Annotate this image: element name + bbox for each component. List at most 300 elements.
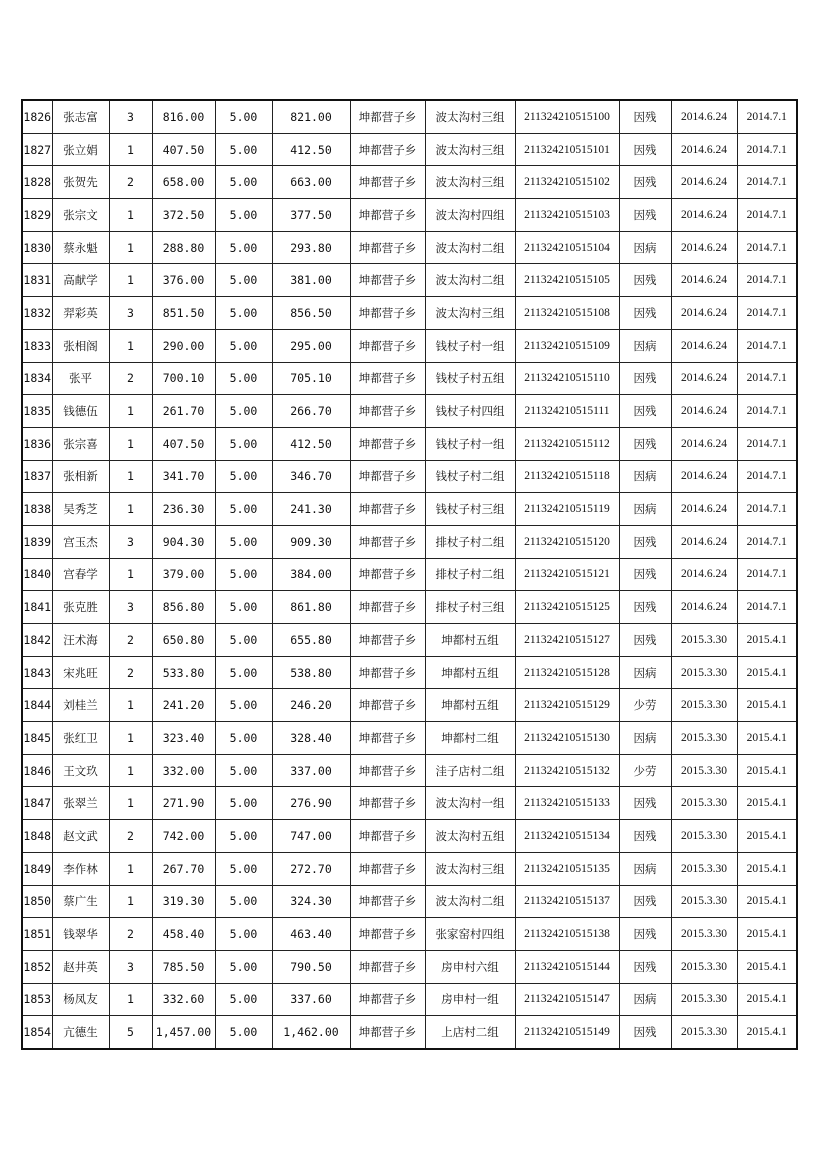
township-cell: 坤都营子乡 <box>350 1016 425 1049</box>
table-row <box>22 754 797 787</box>
table-row <box>22 100 797 133</box>
start-date-cell: 2015.4.1 <box>737 754 797 787</box>
row-number-cell: 1834 <box>22 362 52 395</box>
household-count-cell: 1 <box>109 199 152 232</box>
township-cell: 坤都营子乡 <box>350 624 425 657</box>
approval-date-cell: 2015.3.30 <box>671 656 737 689</box>
row-number-cell: 1847 <box>22 787 52 820</box>
person-name-cell: 张相阁 <box>52 329 109 362</box>
village-group-cell: 钱杖子村五组 <box>425 362 515 395</box>
person-name-cell: 赵井英 <box>52 950 109 983</box>
extra-amount-cell: 5.00 <box>215 1016 272 1049</box>
approval-date-cell: 2015.3.30 <box>671 852 737 885</box>
household-count-cell: 5 <box>109 1016 152 1049</box>
start-date-cell: 2015.4.1 <box>737 689 797 722</box>
township-cell: 坤都营子乡 <box>350 297 425 330</box>
household-count-cell: 2 <box>109 820 152 853</box>
reason-cell: 因残 <box>619 950 671 983</box>
amount-cell: 290.00 <box>152 329 215 362</box>
data-table <box>21 99 798 1050</box>
approval-date-cell: 2015.3.30 <box>671 950 737 983</box>
township-cell: 坤都营子乡 <box>350 950 425 983</box>
row-number-cell: 1842 <box>22 624 52 657</box>
id-number-cell: 211324210515103 <box>515 199 619 232</box>
village-group-cell: 坤都村五组 <box>425 624 515 657</box>
table-row <box>22 362 797 395</box>
township-cell: 坤都营子乡 <box>350 983 425 1016</box>
start-date-cell: 2014.7.1 <box>737 558 797 591</box>
total-amount-cell: 856.50 <box>272 297 350 330</box>
amount-cell: 241.20 <box>152 689 215 722</box>
village-group-cell: 波太沟村二组 <box>425 885 515 918</box>
start-date-cell: 2014.7.1 <box>737 525 797 558</box>
person-name-cell: 张贺先 <box>52 166 109 199</box>
person-name-cell: 刘桂兰 <box>52 689 109 722</box>
township-cell: 坤都营子乡 <box>350 231 425 264</box>
village-group-cell: 钱杖子村一组 <box>425 427 515 460</box>
start-date-cell: 2014.7.1 <box>737 166 797 199</box>
total-amount-cell: 909.30 <box>272 525 350 558</box>
person-name-cell: 蔡永魁 <box>52 231 109 264</box>
approval-date-cell: 2015.3.30 <box>671 983 737 1016</box>
person-name-cell: 张红卫 <box>52 722 109 755</box>
township-cell: 坤都营子乡 <box>350 395 425 428</box>
person-name-cell: 宫春学 <box>52 558 109 591</box>
village-group-cell: 坤都村五组 <box>425 689 515 722</box>
table-row <box>22 624 797 657</box>
reason-cell: 因残 <box>619 787 671 820</box>
person-name-cell: 钱翠华 <box>52 918 109 951</box>
total-amount-cell: 1,462.00 <box>272 1016 350 1049</box>
start-date-cell: 2014.7.1 <box>737 297 797 330</box>
table-row <box>22 689 797 722</box>
amount-cell: 376.00 <box>152 264 215 297</box>
table-row <box>22 395 797 428</box>
person-name-cell: 张翠兰 <box>52 787 109 820</box>
id-number-cell: 211324210515132 <box>515 754 619 787</box>
reason-cell: 因残 <box>619 133 671 166</box>
village-group-cell: 波太沟村三组 <box>425 852 515 885</box>
total-amount-cell: 384.00 <box>272 558 350 591</box>
id-number-cell: 211324210515109 <box>515 329 619 362</box>
approval-date-cell: 2014.6.24 <box>671 493 737 526</box>
table-row <box>22 493 797 526</box>
amount-cell: 341.70 <box>152 460 215 493</box>
township-cell: 坤都营子乡 <box>350 722 425 755</box>
row-number-cell: 1849 <box>22 852 52 885</box>
township-cell: 坤都营子乡 <box>350 754 425 787</box>
amount-cell: 372.50 <box>152 199 215 232</box>
table-row <box>22 166 797 199</box>
extra-amount-cell: 5.00 <box>215 100 272 133</box>
village-group-cell: 排杖子村二组 <box>425 525 515 558</box>
start-date-cell: 2014.7.1 <box>737 493 797 526</box>
row-number-cell: 1829 <box>22 199 52 232</box>
township-cell: 坤都营子乡 <box>350 656 425 689</box>
table-row <box>22 1016 797 1049</box>
household-count-cell: 1 <box>109 885 152 918</box>
household-count-cell: 1 <box>109 754 152 787</box>
approval-date-cell: 2015.3.30 <box>671 885 737 918</box>
row-number-cell: 1848 <box>22 820 52 853</box>
extra-amount-cell: 5.00 <box>215 820 272 853</box>
amount-cell: 904.30 <box>152 525 215 558</box>
table-row <box>22 329 797 362</box>
id-number-cell: 211324210515101 <box>515 133 619 166</box>
row-number-cell: 1843 <box>22 656 52 689</box>
extra-amount-cell: 5.00 <box>215 133 272 166</box>
id-number-cell: 211324210515125 <box>515 591 619 624</box>
village-group-cell: 洼子店村二组 <box>425 754 515 787</box>
total-amount-cell: 337.60 <box>272 983 350 1016</box>
approval-date-cell: 2014.6.24 <box>671 395 737 428</box>
table-row <box>22 983 797 1016</box>
table-row <box>22 297 797 330</box>
id-number-cell: 211324210515127 <box>515 624 619 657</box>
household-count-cell: 1 <box>109 558 152 591</box>
household-count-cell: 1 <box>109 264 152 297</box>
id-number-cell: 211324210515121 <box>515 558 619 591</box>
total-amount-cell: 705.10 <box>272 362 350 395</box>
total-amount-cell: 861.80 <box>272 591 350 624</box>
id-number-cell: 211324210515108 <box>515 297 619 330</box>
total-amount-cell: 337.00 <box>272 754 350 787</box>
township-cell: 坤都营子乡 <box>350 460 425 493</box>
person-name-cell: 杨凤友 <box>52 983 109 1016</box>
extra-amount-cell: 5.00 <box>215 395 272 428</box>
id-number-cell: 211324210515130 <box>515 722 619 755</box>
row-number-cell: 1850 <box>22 885 52 918</box>
township-cell: 坤都营子乡 <box>350 787 425 820</box>
person-name-cell: 亢德生 <box>52 1016 109 1049</box>
approval-date-cell: 2014.6.24 <box>671 362 737 395</box>
approval-date-cell: 2014.6.24 <box>671 329 737 362</box>
id-number-cell: 211324210515138 <box>515 918 619 951</box>
household-count-cell: 2 <box>109 166 152 199</box>
amount-cell: 785.50 <box>152 950 215 983</box>
person-name-cell: 李作林 <box>52 852 109 885</box>
township-cell: 坤都营子乡 <box>350 166 425 199</box>
amount-cell: 379.00 <box>152 558 215 591</box>
township-cell: 坤都营子乡 <box>350 918 425 951</box>
township-cell: 坤都营子乡 <box>350 558 425 591</box>
table-row <box>22 918 797 951</box>
id-number-cell: 211324210515118 <box>515 460 619 493</box>
reason-cell: 因残 <box>619 624 671 657</box>
amount-cell: 856.80 <box>152 591 215 624</box>
row-number-cell: 1831 <box>22 264 52 297</box>
household-count-cell: 1 <box>109 460 152 493</box>
row-number-cell: 1852 <box>22 950 52 983</box>
village-group-cell: 波太沟村四组 <box>425 199 515 232</box>
row-number-cell: 1835 <box>22 395 52 428</box>
table-row <box>22 656 797 689</box>
extra-amount-cell: 5.00 <box>215 722 272 755</box>
start-date-cell: 2015.4.1 <box>737 1016 797 1049</box>
reason-cell: 因残 <box>619 199 671 232</box>
township-cell: 坤都营子乡 <box>350 591 425 624</box>
household-count-cell: 3 <box>109 950 152 983</box>
approval-date-cell: 2014.6.24 <box>671 558 737 591</box>
id-number-cell: 211324210515133 <box>515 787 619 820</box>
row-number-cell: 1845 <box>22 722 52 755</box>
reason-cell: 因残 <box>619 591 671 624</box>
reason-cell: 因病 <box>619 852 671 885</box>
total-amount-cell: 747.00 <box>272 820 350 853</box>
total-amount-cell: 328.40 <box>272 722 350 755</box>
reason-cell: 因残 <box>619 264 671 297</box>
township-cell: 坤都营子乡 <box>350 362 425 395</box>
approval-date-cell: 2014.6.24 <box>671 231 737 264</box>
start-date-cell: 2015.4.1 <box>737 624 797 657</box>
village-group-cell: 房申村六组 <box>425 950 515 983</box>
village-group-cell: 波太沟村三组 <box>425 297 515 330</box>
row-number-cell: 1854 <box>22 1016 52 1049</box>
approval-date-cell: 2014.6.24 <box>671 297 737 330</box>
start-date-cell: 2014.7.1 <box>737 100 797 133</box>
reason-cell: 因病 <box>619 460 671 493</box>
row-number-cell: 1830 <box>22 231 52 264</box>
extra-amount-cell: 5.00 <box>215 624 272 657</box>
amount-cell: 658.00 <box>152 166 215 199</box>
household-count-cell: 1 <box>109 231 152 264</box>
start-date-cell: 2014.7.1 <box>737 591 797 624</box>
total-amount-cell: 821.00 <box>272 100 350 133</box>
township-cell: 坤都营子乡 <box>350 264 425 297</box>
village-group-cell: 房申村一组 <box>425 983 515 1016</box>
amount-cell: 267.70 <box>152 852 215 885</box>
village-group-cell: 钱杖子村二组 <box>425 460 515 493</box>
amount-cell: 271.90 <box>152 787 215 820</box>
total-amount-cell: 241.30 <box>272 493 350 526</box>
extra-amount-cell: 5.00 <box>215 591 272 624</box>
household-count-cell: 1 <box>109 852 152 885</box>
table-row <box>22 264 797 297</box>
approval-date-cell: 2014.6.24 <box>671 264 737 297</box>
table-row <box>22 591 797 624</box>
township-cell: 坤都营子乡 <box>350 852 425 885</box>
household-count-cell: 1 <box>109 395 152 428</box>
start-date-cell: 2015.4.1 <box>737 722 797 755</box>
township-cell: 坤都营子乡 <box>350 199 425 232</box>
amount-cell: 533.80 <box>152 656 215 689</box>
extra-amount-cell: 5.00 <box>215 297 272 330</box>
row-number-cell: 1837 <box>22 460 52 493</box>
total-amount-cell: 463.40 <box>272 918 350 951</box>
start-date-cell: 2015.4.1 <box>737 852 797 885</box>
row-number-cell: 1851 <box>22 918 52 951</box>
start-date-cell: 2014.7.1 <box>737 362 797 395</box>
reason-cell: 少劳 <box>619 754 671 787</box>
total-amount-cell: 272.70 <box>272 852 350 885</box>
table-row <box>22 787 797 820</box>
extra-amount-cell: 5.00 <box>215 950 272 983</box>
village-group-cell: 波太沟村五组 <box>425 820 515 853</box>
person-name-cell: 张志富 <box>52 100 109 133</box>
id-number-cell: 211324210515119 <box>515 493 619 526</box>
approval-date-cell: 2015.3.30 <box>671 754 737 787</box>
person-name-cell: 高献学 <box>52 264 109 297</box>
id-number-cell: 211324210515100 <box>515 100 619 133</box>
extra-amount-cell: 5.00 <box>215 231 272 264</box>
person-name-cell: 张相新 <box>52 460 109 493</box>
township-cell: 坤都营子乡 <box>350 689 425 722</box>
total-amount-cell: 295.00 <box>272 329 350 362</box>
household-count-cell: 1 <box>109 722 152 755</box>
extra-amount-cell: 5.00 <box>215 656 272 689</box>
id-number-cell: 211324210515129 <box>515 689 619 722</box>
total-amount-cell: 538.80 <box>272 656 350 689</box>
id-number-cell: 211324210515134 <box>515 820 619 853</box>
approval-date-cell: 2014.6.24 <box>671 591 737 624</box>
amount-cell: 323.40 <box>152 722 215 755</box>
amount-cell: 236.30 <box>152 493 215 526</box>
extra-amount-cell: 5.00 <box>215 983 272 1016</box>
start-date-cell: 2015.4.1 <box>737 787 797 820</box>
reason-cell: 因残 <box>619 362 671 395</box>
extra-amount-cell: 5.00 <box>215 493 272 526</box>
household-count-cell: 2 <box>109 656 152 689</box>
approval-date-cell: 2015.3.30 <box>671 689 737 722</box>
approval-date-cell: 2014.6.24 <box>671 525 737 558</box>
township-cell: 坤都营子乡 <box>350 329 425 362</box>
household-count-cell: 1 <box>109 493 152 526</box>
village-group-cell: 排杖子村三组 <box>425 591 515 624</box>
total-amount-cell: 346.70 <box>272 460 350 493</box>
row-number-cell: 1841 <box>22 591 52 624</box>
id-number-cell: 211324210515135 <box>515 852 619 885</box>
village-group-cell: 张家窑村四组 <box>425 918 515 951</box>
reason-cell: 因残 <box>619 820 671 853</box>
start-date-cell: 2015.4.1 <box>737 885 797 918</box>
reason-cell: 因病 <box>619 722 671 755</box>
person-name-cell: 张宗文 <box>52 199 109 232</box>
extra-amount-cell: 5.00 <box>215 329 272 362</box>
village-group-cell: 波太沟村三组 <box>425 133 515 166</box>
person-name-cell: 张克胜 <box>52 591 109 624</box>
village-group-cell: 坤都村二组 <box>425 722 515 755</box>
amount-cell: 650.80 <box>152 624 215 657</box>
extra-amount-cell: 5.00 <box>215 918 272 951</box>
total-amount-cell: 412.50 <box>272 133 350 166</box>
amount-cell: 407.50 <box>152 133 215 166</box>
household-count-cell: 1 <box>109 329 152 362</box>
village-group-cell: 钱杖子村三组 <box>425 493 515 526</box>
person-name-cell: 钱德伍 <box>52 395 109 428</box>
amount-cell: 261.70 <box>152 395 215 428</box>
start-date-cell: 2014.7.1 <box>737 231 797 264</box>
total-amount-cell: 663.00 <box>272 166 350 199</box>
village-group-cell: 波太沟村一组 <box>425 787 515 820</box>
household-count-cell: 1 <box>109 787 152 820</box>
row-number-cell: 1844 <box>22 689 52 722</box>
id-number-cell: 211324210515149 <box>515 1016 619 1049</box>
row-number-cell: 1846 <box>22 754 52 787</box>
amount-cell: 742.00 <box>152 820 215 853</box>
total-amount-cell: 266.70 <box>272 395 350 428</box>
row-number-cell: 1838 <box>22 493 52 526</box>
total-amount-cell: 381.00 <box>272 264 350 297</box>
start-date-cell: 2014.7.1 <box>737 329 797 362</box>
id-number-cell: 211324210515111 <box>515 395 619 428</box>
reason-cell: 因残 <box>619 918 671 951</box>
township-cell: 坤都营子乡 <box>350 525 425 558</box>
reason-cell: 因病 <box>619 231 671 264</box>
id-number-cell: 211324210515110 <box>515 362 619 395</box>
id-number-cell: 211324210515144 <box>515 950 619 983</box>
person-name-cell: 羿彩英 <box>52 297 109 330</box>
household-count-cell: 3 <box>109 591 152 624</box>
id-number-cell: 211324210515102 <box>515 166 619 199</box>
total-amount-cell: 412.50 <box>272 427 350 460</box>
start-date-cell: 2015.4.1 <box>737 918 797 951</box>
household-count-cell: 2 <box>109 362 152 395</box>
total-amount-cell: 790.50 <box>272 950 350 983</box>
table-row <box>22 525 797 558</box>
table-row <box>22 133 797 166</box>
township-cell: 坤都营子乡 <box>350 493 425 526</box>
extra-amount-cell: 5.00 <box>215 362 272 395</box>
reason-cell: 因残 <box>619 558 671 591</box>
household-count-cell: 3 <box>109 525 152 558</box>
extra-amount-cell: 5.00 <box>215 689 272 722</box>
amount-cell: 407.50 <box>152 427 215 460</box>
extra-amount-cell: 5.00 <box>215 558 272 591</box>
reason-cell: 少劳 <box>619 689 671 722</box>
start-date-cell: 2015.4.1 <box>737 656 797 689</box>
id-number-cell: 211324210515120 <box>515 525 619 558</box>
start-date-cell: 2014.7.1 <box>737 460 797 493</box>
reason-cell: 因残 <box>619 885 671 918</box>
start-date-cell: 2015.4.1 <box>737 950 797 983</box>
id-number-cell: 211324210515104 <box>515 231 619 264</box>
id-number-cell: 211324210515112 <box>515 427 619 460</box>
approval-date-cell: 2015.3.30 <box>671 624 737 657</box>
table-row <box>22 852 797 885</box>
row-number-cell: 1836 <box>22 427 52 460</box>
table-row <box>22 199 797 232</box>
row-number-cell: 1832 <box>22 297 52 330</box>
start-date-cell: 2015.4.1 <box>737 983 797 1016</box>
reason-cell: 因残 <box>619 427 671 460</box>
approval-date-cell: 2015.3.30 <box>671 1016 737 1049</box>
amount-cell: 332.00 <box>152 754 215 787</box>
person-name-cell: 张宗喜 <box>52 427 109 460</box>
table-body <box>22 100 797 1049</box>
total-amount-cell: 324.30 <box>272 885 350 918</box>
township-cell: 坤都营子乡 <box>350 133 425 166</box>
reason-cell: 因残 <box>619 100 671 133</box>
person-name-cell: 张平 <box>52 362 109 395</box>
village-group-cell: 坤都村五组 <box>425 656 515 689</box>
table-row <box>22 950 797 983</box>
approval-date-cell: 2015.3.30 <box>671 918 737 951</box>
township-cell: 坤都营子乡 <box>350 885 425 918</box>
village-group-cell: 钱杖子村四组 <box>425 395 515 428</box>
amount-cell: 319.30 <box>152 885 215 918</box>
township-cell: 坤都营子乡 <box>350 820 425 853</box>
person-name-cell: 汪术海 <box>52 624 109 657</box>
start-date-cell: 2014.7.1 <box>737 427 797 460</box>
extra-amount-cell: 5.00 <box>215 199 272 232</box>
extra-amount-cell: 5.00 <box>215 525 272 558</box>
reason-cell: 因残 <box>619 166 671 199</box>
approval-date-cell: 2014.6.24 <box>671 460 737 493</box>
extra-amount-cell: 5.00 <box>215 885 272 918</box>
reason-cell: 因病 <box>619 493 671 526</box>
household-count-cell: 2 <box>109 624 152 657</box>
extra-amount-cell: 5.00 <box>215 460 272 493</box>
